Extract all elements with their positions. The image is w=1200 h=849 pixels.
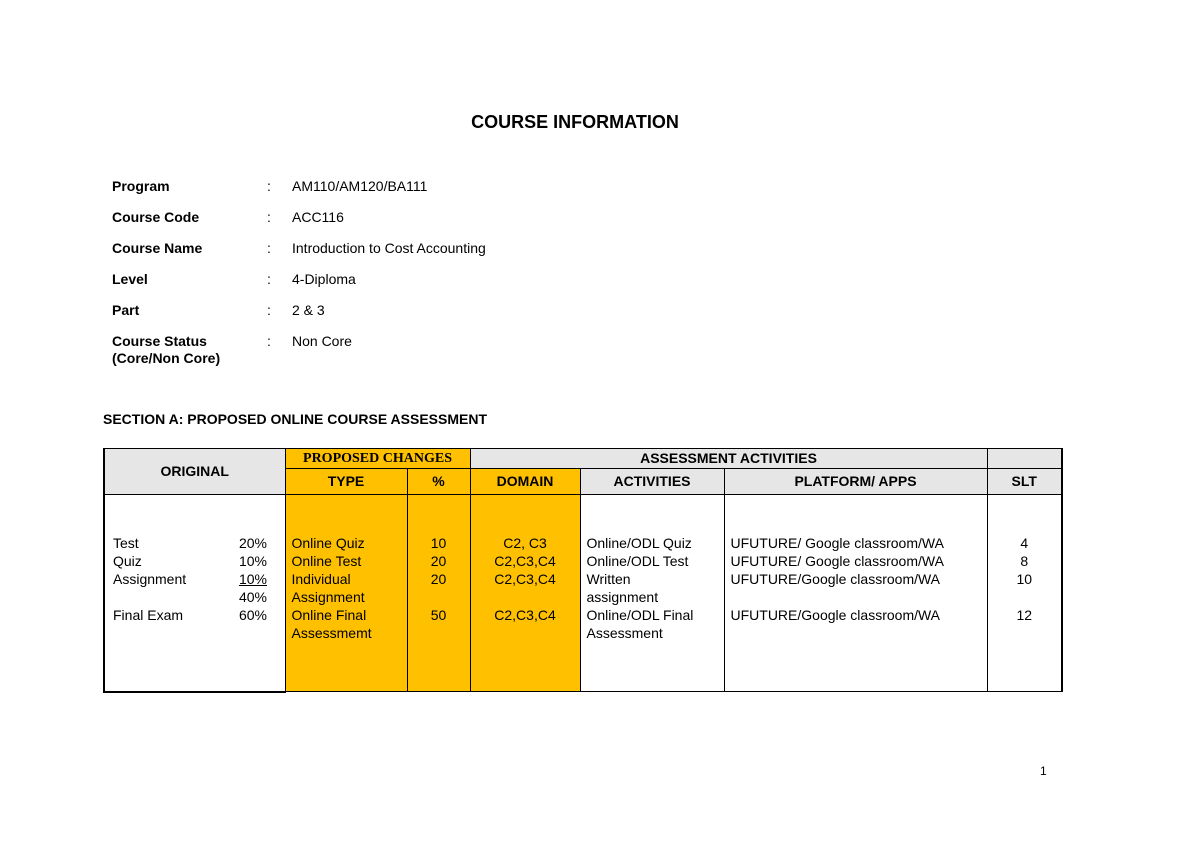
original-line [105, 570, 285, 588]
original-line [105, 588, 285, 606]
info-row-part [112, 302, 486, 319]
original-cell [104, 495, 285, 692]
assessment-table [103, 448, 1063, 693]
info-value: Introduction to Cost Accounting [292, 240, 486, 256]
info-value: ACC116 [292, 209, 344, 225]
platform-cell [724, 495, 987, 692]
activity-line: assignment [586, 589, 659, 605]
original-line [105, 534, 285, 552]
info-row-course-code [112, 209, 486, 226]
header-original: ORIGINAL [104, 449, 285, 495]
original-pct: 20% [238, 535, 267, 551]
info-label: Part [112, 302, 140, 318]
domain-line: C2,C3,C4 [494, 571, 556, 587]
header-slt: SLT [987, 469, 1062, 495]
platform-line [731, 588, 987, 606]
info-colon: : [267, 240, 271, 256]
percent-cell [407, 495, 470, 692]
header-activities: ACTIVITIES [580, 469, 724, 495]
header-platform: PLATFORM/ APPS [724, 469, 987, 495]
platform-line: UFUTURE/Google classroom/WA [730, 607, 941, 623]
platform-line: UFUTURE/ Google classroom/WA [730, 553, 944, 569]
original-line [105, 552, 285, 570]
slt-line [988, 588, 1062, 606]
header-type: TYPE [285, 469, 407, 495]
info-value: Non Core [292, 333, 352, 349]
header-proposed-changes: PROPOSED CHANGES [285, 449, 470, 469]
activity-line: Online/ODL Quiz [586, 535, 692, 551]
info-colon: : [267, 178, 271, 194]
slt-line: 10 [1016, 571, 1033, 587]
info-row-program [112, 178, 486, 195]
type-line: Assessmemt [291, 625, 372, 641]
type-line: Online Quiz [291, 535, 365, 551]
course-info [112, 178, 486, 381]
header-empty [987, 449, 1062, 469]
info-row-course-name [112, 240, 486, 257]
slt-cell [987, 495, 1062, 692]
percent-line: 20 [430, 571, 447, 587]
type-cell [285, 495, 407, 692]
domain-line: C2,C3,C4 [494, 607, 556, 623]
info-label-line: Course Status [112, 333, 207, 349]
platform-line: UFUTURE/ Google classroom/WA [730, 535, 944, 551]
activity-line: Assessment [586, 625, 663, 641]
activity-line: Written [586, 571, 631, 587]
type-line: Individual [291, 571, 351, 587]
domain-line [471, 588, 580, 606]
domain-cell [470, 495, 580, 692]
section-title: SECTION A: PROPOSED ONLINE COURSE ASSESSMENT [103, 411, 488, 427]
info-row-level [112, 271, 486, 288]
percent-line: 20 [430, 553, 447, 569]
info-label: Course Name [112, 240, 203, 256]
original-pct: 10% [238, 571, 267, 587]
type-line: Online Final [291, 607, 367, 623]
original-name: Test [113, 535, 139, 551]
info-label-line: (Core/Non Core) [112, 350, 221, 366]
original-name [113, 588, 233, 606]
percent-line [408, 588, 470, 606]
info-colon: : [267, 209, 271, 225]
info-row-course-status [112, 333, 486, 367]
percent-line: 10 [430, 535, 447, 551]
type-line: Online Test [291, 553, 362, 569]
header-assessment-activities: ASSESSMENT ACTIVITIES [470, 449, 987, 469]
page-title: COURSE INFORMATION [471, 112, 679, 132]
info-value: 4-Diploma [292, 271, 356, 287]
table-header-row [104, 449, 1062, 469]
original-name: Final Exam [113, 607, 184, 623]
info-value: 2 & 3 [292, 302, 325, 318]
platform-line: UFUTURE/Google classroom/WA [730, 571, 941, 587]
header-percent: % [407, 469, 470, 495]
domain-line: C2,C3,C4 [494, 553, 556, 569]
info-colon: : [267, 302, 271, 318]
original-name: Quiz [113, 553, 142, 569]
info-colon: : [267, 333, 271, 349]
activities-cell [580, 495, 724, 692]
header-domain: DOMAIN [470, 469, 580, 495]
info-value: AM110/AM120/BA111 [292, 178, 428, 194]
original-name: Assignment [113, 571, 187, 587]
original-total-pct: 40% [238, 589, 267, 605]
slt-line: 12 [1016, 607, 1033, 623]
original-line [105, 606, 285, 624]
activity-line: Online/ODL Final [586, 607, 694, 623]
table-row [104, 495, 1062, 692]
percent-line: 50 [430, 607, 447, 623]
info-label: Course Code [112, 209, 200, 225]
original-pct: 60% [238, 607, 267, 623]
type-line: Assignment [291, 589, 365, 605]
info-label: Level [112, 271, 148, 287]
page-number: 1 [1040, 764, 1047, 778]
slt-line: 4 [1020, 535, 1029, 551]
original-pct: 10% [238, 553, 267, 569]
domain-line: C2, C3 [503, 535, 547, 551]
activity-line: Online/ODL Test [586, 553, 689, 569]
info-label [112, 333, 267, 367]
slt-line: 8 [1020, 553, 1029, 569]
info-label: Program [112, 178, 170, 194]
info-colon: : [267, 271, 271, 287]
